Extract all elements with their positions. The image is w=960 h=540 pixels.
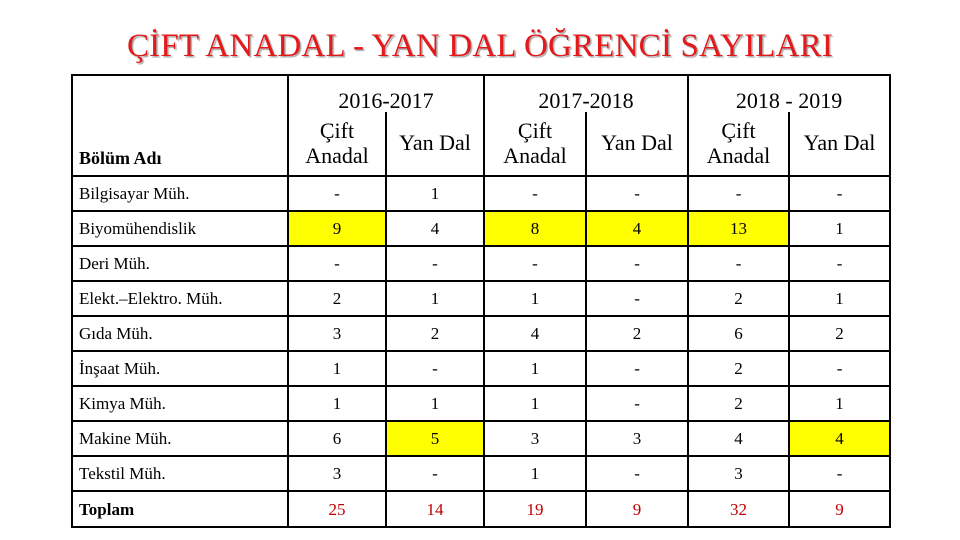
cell-value: 1 xyxy=(386,281,484,316)
cell-value: 1 xyxy=(789,281,890,316)
cell-value: 4 xyxy=(586,211,688,246)
double-major-line1: Çift xyxy=(721,118,756,144)
cell-value: - xyxy=(386,351,484,386)
cell-value: 1 xyxy=(789,386,890,421)
total-value: 25 xyxy=(288,491,386,527)
department-name: Tekstil Müh. xyxy=(72,456,288,491)
student-count-table xyxy=(71,74,891,528)
cell-value: 2 xyxy=(688,281,789,316)
cell-value: 1 xyxy=(288,351,386,386)
minor-header: Yan Dal xyxy=(789,112,890,176)
table-row xyxy=(72,316,890,351)
cell-value: - xyxy=(789,176,890,211)
cell-value: 3 xyxy=(288,316,386,351)
cell-value: - xyxy=(586,351,688,386)
cell-value: 1 xyxy=(789,211,890,246)
cell-value: 9 xyxy=(288,211,386,246)
table-row xyxy=(72,211,890,246)
cell-value: - xyxy=(288,176,386,211)
double-major-line2: Anadal xyxy=(305,142,369,168)
double-major-line2: Anadal xyxy=(706,142,771,168)
cell-value: - xyxy=(789,456,890,491)
department-name: Biyomühendislik xyxy=(72,211,288,246)
cell-value: 6 xyxy=(688,316,789,351)
cell-value: 4 xyxy=(484,316,586,351)
cell-value: 8 xyxy=(484,211,586,246)
total-row xyxy=(72,491,890,527)
cell-value: - xyxy=(484,246,586,281)
cell-value: 5 xyxy=(386,421,484,456)
year-header: 2016-2017 xyxy=(288,75,484,112)
department-name: Deri Müh. xyxy=(72,246,288,281)
table-row xyxy=(72,351,890,386)
cell-value: 3 xyxy=(288,456,386,491)
table-row xyxy=(72,246,890,281)
cell-value: - xyxy=(688,246,789,281)
department-name: Bilgisayar Müh. xyxy=(72,176,288,211)
cell-value: - xyxy=(586,281,688,316)
total-value: 14 xyxy=(386,491,484,527)
double-major-line1: Çift xyxy=(517,118,553,144)
cell-value: - xyxy=(288,246,386,281)
minor-header: Yan Dal xyxy=(586,112,688,176)
cell-value: 1 xyxy=(288,386,386,421)
department-header: Bölüm Adı xyxy=(72,75,288,176)
cell-value: 2 xyxy=(288,281,386,316)
cell-value: 1 xyxy=(386,386,484,421)
department-name: Gıda Müh. xyxy=(72,316,288,351)
cell-value: 1 xyxy=(484,281,586,316)
double-major-line2: Anadal xyxy=(503,142,567,168)
cell-value: - xyxy=(789,246,890,281)
total-value: 9 xyxy=(586,491,688,527)
table-row xyxy=(72,456,890,491)
cell-value: - xyxy=(586,176,688,211)
cell-value: - xyxy=(688,176,789,211)
total-value: 9 xyxy=(789,491,890,527)
cell-value: 6 xyxy=(288,421,386,456)
table-row xyxy=(72,281,890,316)
total-value: 32 xyxy=(688,491,789,527)
department-name: Kimya Müh. xyxy=(72,386,288,421)
double-major-header xyxy=(288,112,386,176)
cell-value: 2 xyxy=(586,316,688,351)
page-title: ÇİFT ANADAL - YAN DAL ÖĞRENCİ SAYILARI xyxy=(126,28,834,64)
cell-value: 2 xyxy=(789,316,890,351)
department-name: İnşaat Müh. xyxy=(72,351,288,386)
double-major-header xyxy=(688,112,789,176)
cell-value: 3 xyxy=(688,456,789,491)
cell-value: 13 xyxy=(688,211,789,246)
cell-value: 4 xyxy=(688,421,789,456)
cell-value: 2 xyxy=(386,316,484,351)
total-label: Toplam xyxy=(72,491,288,527)
table-row xyxy=(72,386,890,421)
cell-value: - xyxy=(586,386,688,421)
cell-value: - xyxy=(586,456,688,491)
department-name: Makine Müh. xyxy=(72,421,288,456)
table-row xyxy=(72,421,890,456)
cell-value: 4 xyxy=(386,211,484,246)
cell-value: 1 xyxy=(484,456,586,491)
double-major-line1: Çift xyxy=(319,118,355,144)
department-name: Elekt.–Elektro. Müh. xyxy=(72,281,288,316)
minor-header: Yan Dal xyxy=(386,112,484,176)
cell-value: 3 xyxy=(484,421,586,456)
cell-value: 2 xyxy=(688,351,789,386)
cell-value: 3 xyxy=(586,421,688,456)
cell-value: - xyxy=(484,176,586,211)
year-header: 2018 - 2019 xyxy=(688,75,890,112)
year-header: 2017-2018 xyxy=(484,75,688,112)
cell-value: - xyxy=(386,246,484,281)
double-major-header xyxy=(484,112,586,176)
table-row xyxy=(72,176,890,211)
cell-value: 1 xyxy=(484,351,586,386)
cell-value: - xyxy=(789,351,890,386)
cell-value: - xyxy=(386,456,484,491)
total-value: 19 xyxy=(484,491,586,527)
cell-value: 1 xyxy=(484,386,586,421)
cell-value: - xyxy=(586,246,688,281)
cell-value: 1 xyxy=(386,176,484,211)
cell-value: 4 xyxy=(789,421,890,456)
cell-value: 2 xyxy=(688,386,789,421)
